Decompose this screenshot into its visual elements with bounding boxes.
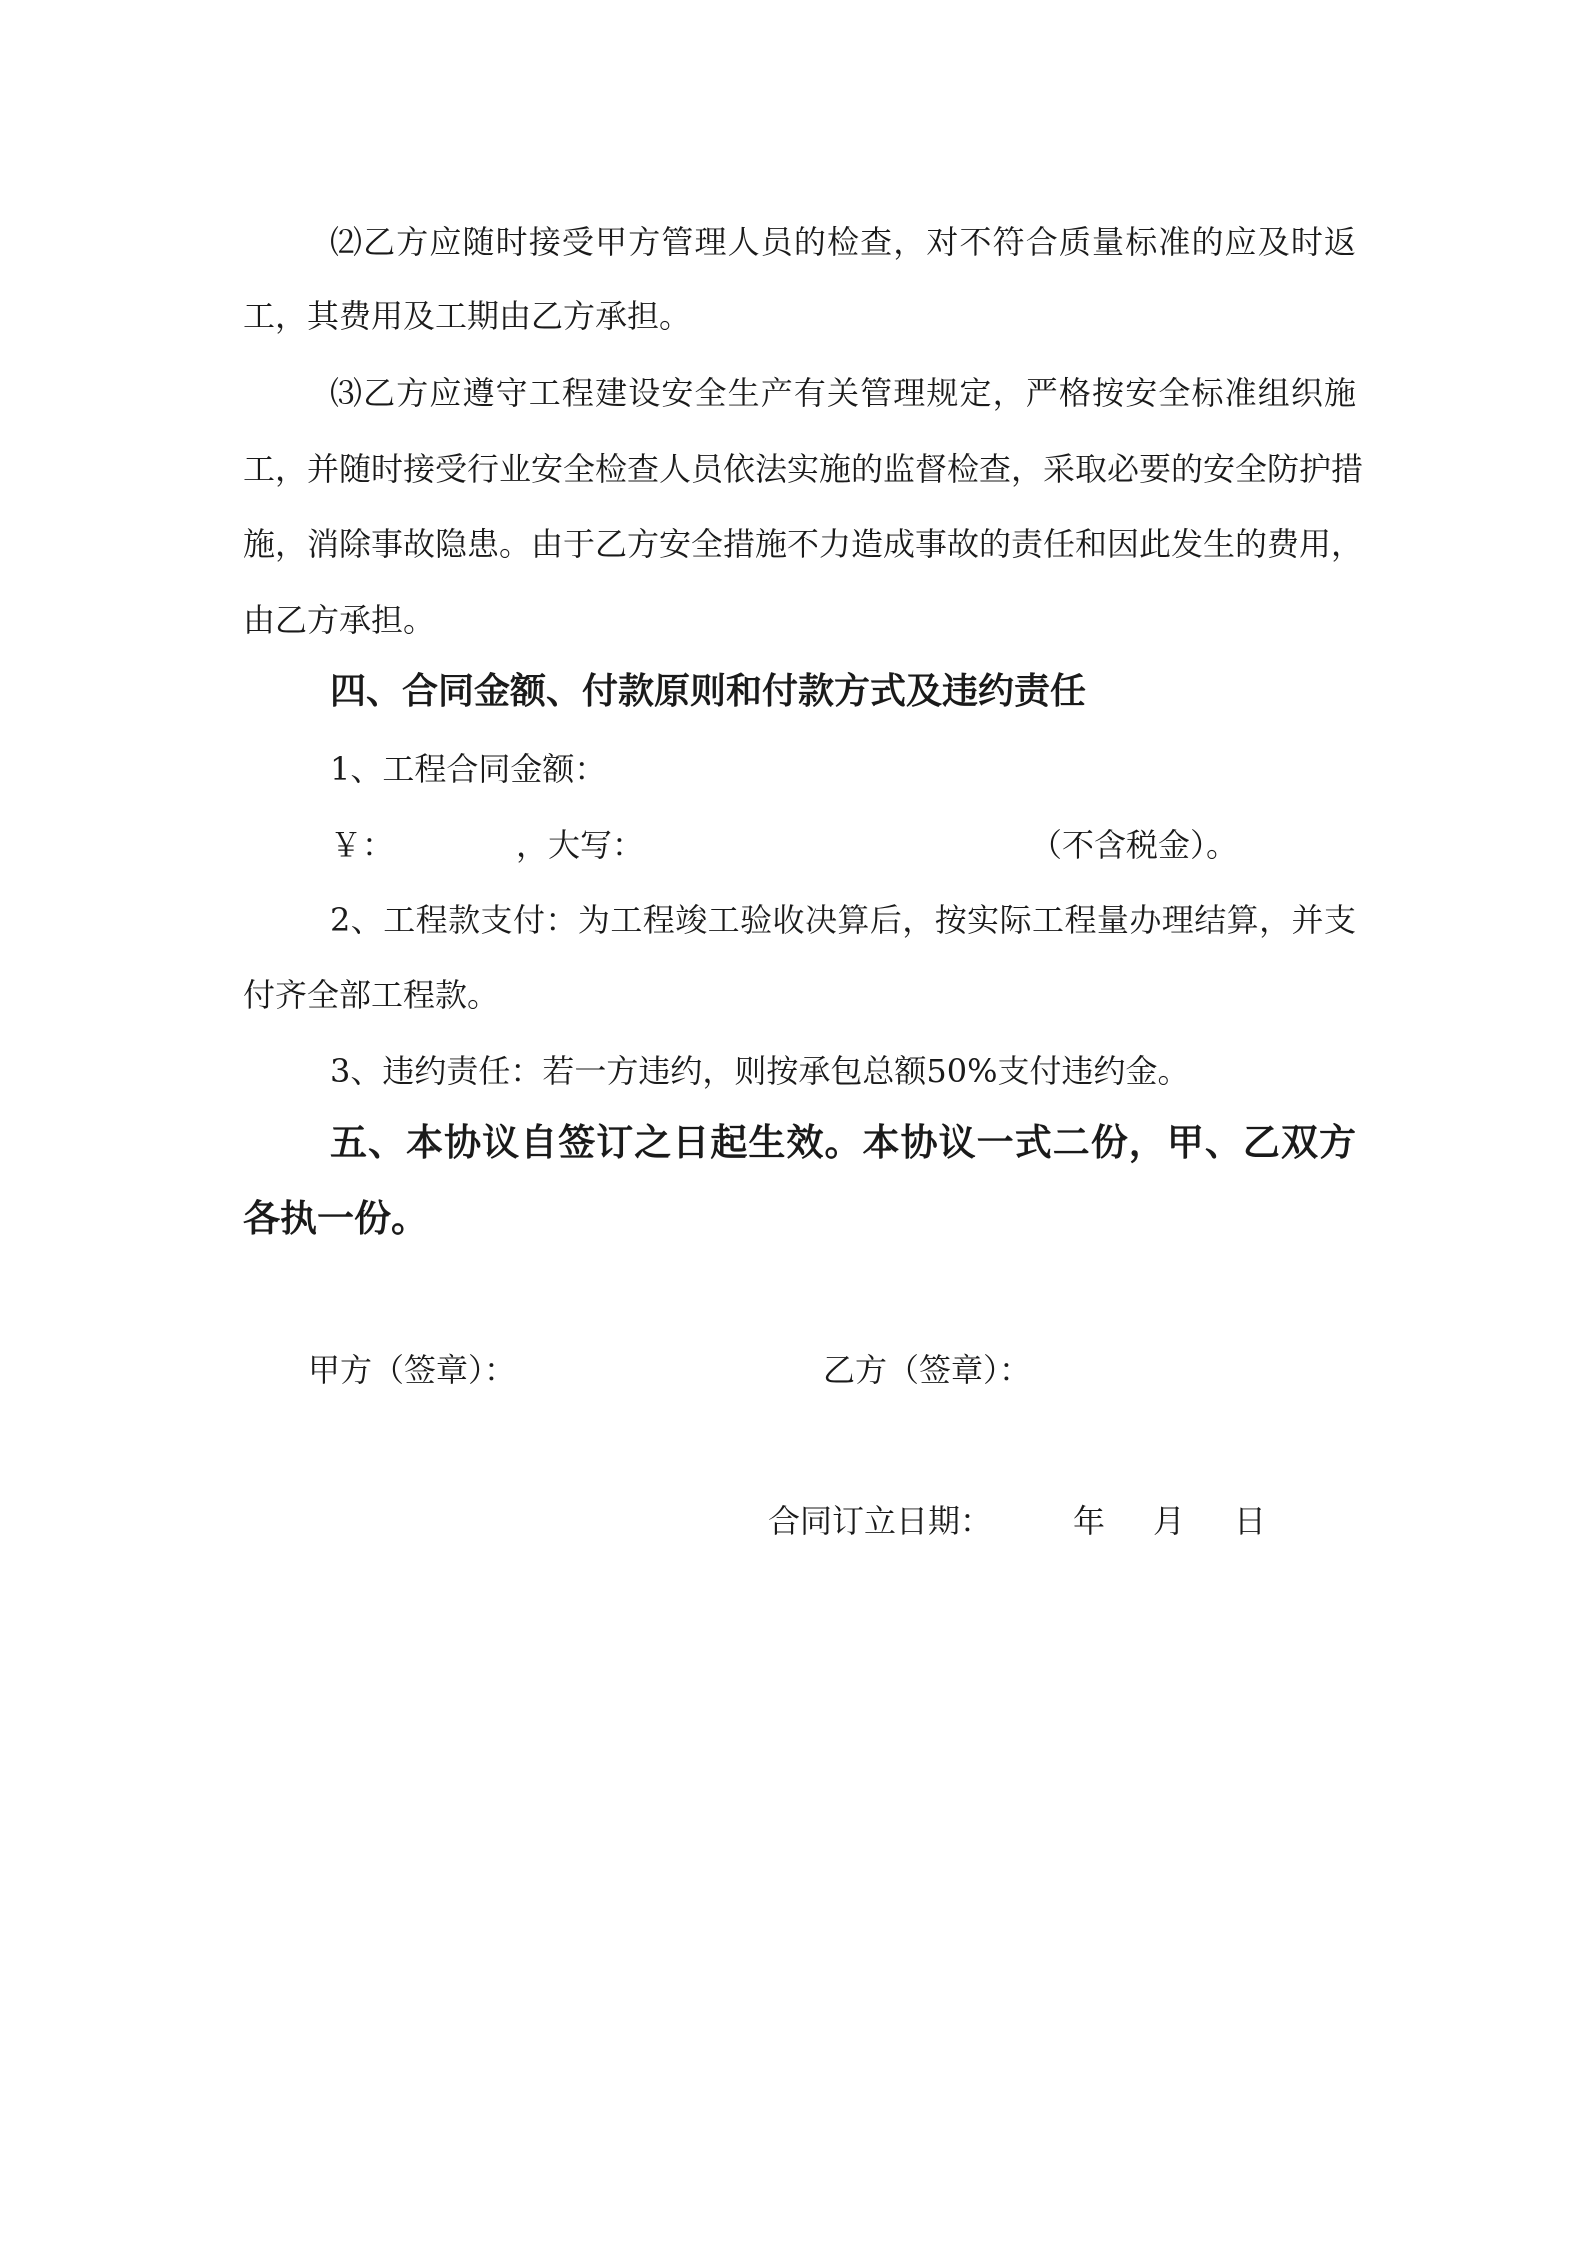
section-5-line-2: 各执一份。 (243, 1197, 428, 1240)
section-4-item-2-line-2: 付齐全部工程款。 (243, 976, 500, 1014)
contract-date-year: 年 (1073, 1502, 1106, 1540)
contract-date-label: 合同订立日期： (768, 1502, 993, 1540)
contract-date-month: 月 (1153, 1502, 1186, 1540)
party-b-signature-label: 乙方（签章）： (823, 1351, 1032, 1389)
clause-3-line-2: 工，并随时接受行业安全检查人员依法实施的监督检查，采取必要的安全防护措 (243, 450, 1364, 488)
clause-3-line-3: 施，消除事故隐患。由于乙方安全措施不力造成事故的责任和因此发生的费用， (243, 525, 1364, 563)
clause-2-line-1: ⑵乙方应随时接受甲方管理人员的检查，对不符合质量标准的应及时返 (330, 223, 1356, 261)
contract-date-day: 日 (1234, 1502, 1267, 1540)
amount-symbol: ￥： (330, 826, 395, 864)
party-a-signature-label: 甲方（签章）： (308, 1351, 517, 1389)
section-5-line-1: 五、本协议自签订之日起生效。本协议一式二份，甲、乙双方 (330, 1121, 1356, 1164)
section-4-title: 四、合同金额、付款原则和付款方式及违约责任 (330, 671, 1087, 712)
amount-tax-note: （不含税金）。 (1030, 826, 1239, 864)
section-4-item-1-label: 1、工程合同金额： (330, 750, 607, 788)
section-4-item-2-line-1: 2、工程款支付：为工程竣工验收决算后，按实际工程量办理结算，并支 (330, 901, 1356, 939)
section-4-item-3: 3、违约责任：若一方违约，则按承包总额50%支付违约金。 (330, 1052, 1190, 1090)
amount-capital-label: ，大写： (516, 826, 645, 864)
clause-2-line-2: 工，其费用及工期由乙方承担。 (243, 297, 692, 335)
clause-3-line-4: 由乙方承担。 (243, 601, 436, 639)
clause-3-line-1: ⑶乙方应遵守工程建设安全生产有关管理规定，严格按安全标准组织施 (330, 374, 1356, 412)
